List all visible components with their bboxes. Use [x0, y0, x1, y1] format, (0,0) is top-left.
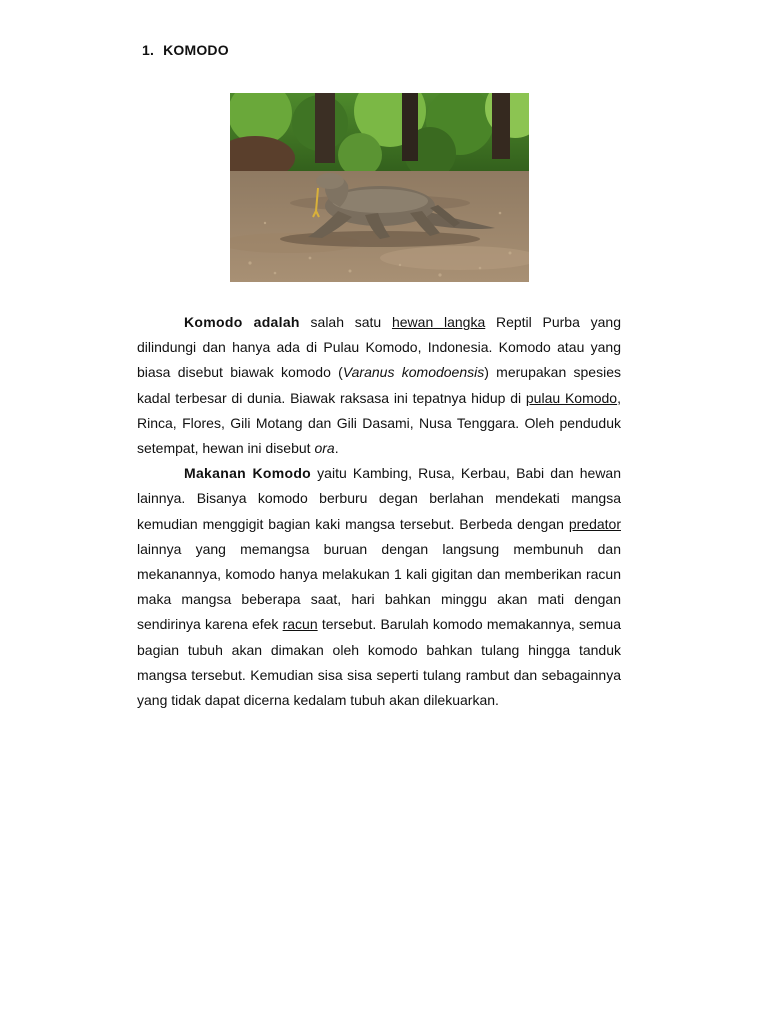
link-pulau-komodo[interactable]: pulau Komodo: [525, 389, 618, 406]
paragraph-lead: Makanan Komodo: [184, 465, 312, 482]
text-segment: Reptil Purba yang dilindungi dan hanya ada di Pulau Komodo, Indonesia. Komodo atau yang biasa disebut biawak komodo (: [137, 314, 621, 381]
paragraph-lead: Komodo adalah: [184, 314, 300, 330]
text-segment: lainnya yang memangsa buruan dengan langsung membunuh dan mekanannya, komodo hanya melakukan 1 kali gigitan dan memberikan racun maka mangsa beberapa saat, hari bahkan minggu akan mati dengan sendirinya karena efek: [137, 540, 621, 633]
text-segment: tersebut. Barulah komodo memakannya, semua bagian tubuh akan dimakan oleh komodo bahkan tulang hingga tanduk mangsa tersebut. Kemudian sisa sisa seperti tulang rambut dan sebagainnya yang tidak dapat dicerna kedalam tubuh akan dilekuarkan.: [137, 616, 621, 709]
article-body: [137, 310, 621, 713]
text-segment: salah satu: [299, 314, 392, 330]
komodo-illustration: [230, 93, 529, 282]
section-heading: [142, 42, 229, 58]
paragraph-diet: [137, 461, 621, 713]
link-predator[interactable]: predator: [568, 515, 621, 532]
text-segment: .: [334, 440, 339, 457]
text-segment: , Rinca, Flores, Gili Motang dan Gili Dasami, Nusa Tenggara. Oleh penduduk setempat, hewan ini disebut: [137, 389, 621, 457]
species-name: Varanus komodoensis: [342, 364, 485, 381]
text-segment: yaitu Kambing, Rusa, Kerbau, Babi dan hewan lainnya. Bisanya komodo berburu degan berlahan mendekati mangsa kemudian menggigit bagian kaki mangsa tersebut. Berbeda dengan: [137, 465, 622, 532]
local-name: ora: [314, 440, 335, 457]
text-segment: ) merupakan spesies kadal terbesar di dunia. Biawak raksasa ini tepatnya hidup di: [137, 364, 621, 406]
komodo-photo: [230, 93, 529, 282]
section-title: KOMODO: [163, 42, 229, 58]
section-number: 1.: [142, 42, 155, 58]
paragraph-description: [137, 310, 621, 461]
link-racun[interactable]: racun: [282, 616, 318, 633]
link-hewan-langka[interactable]: hewan langka: [391, 314, 486, 330]
